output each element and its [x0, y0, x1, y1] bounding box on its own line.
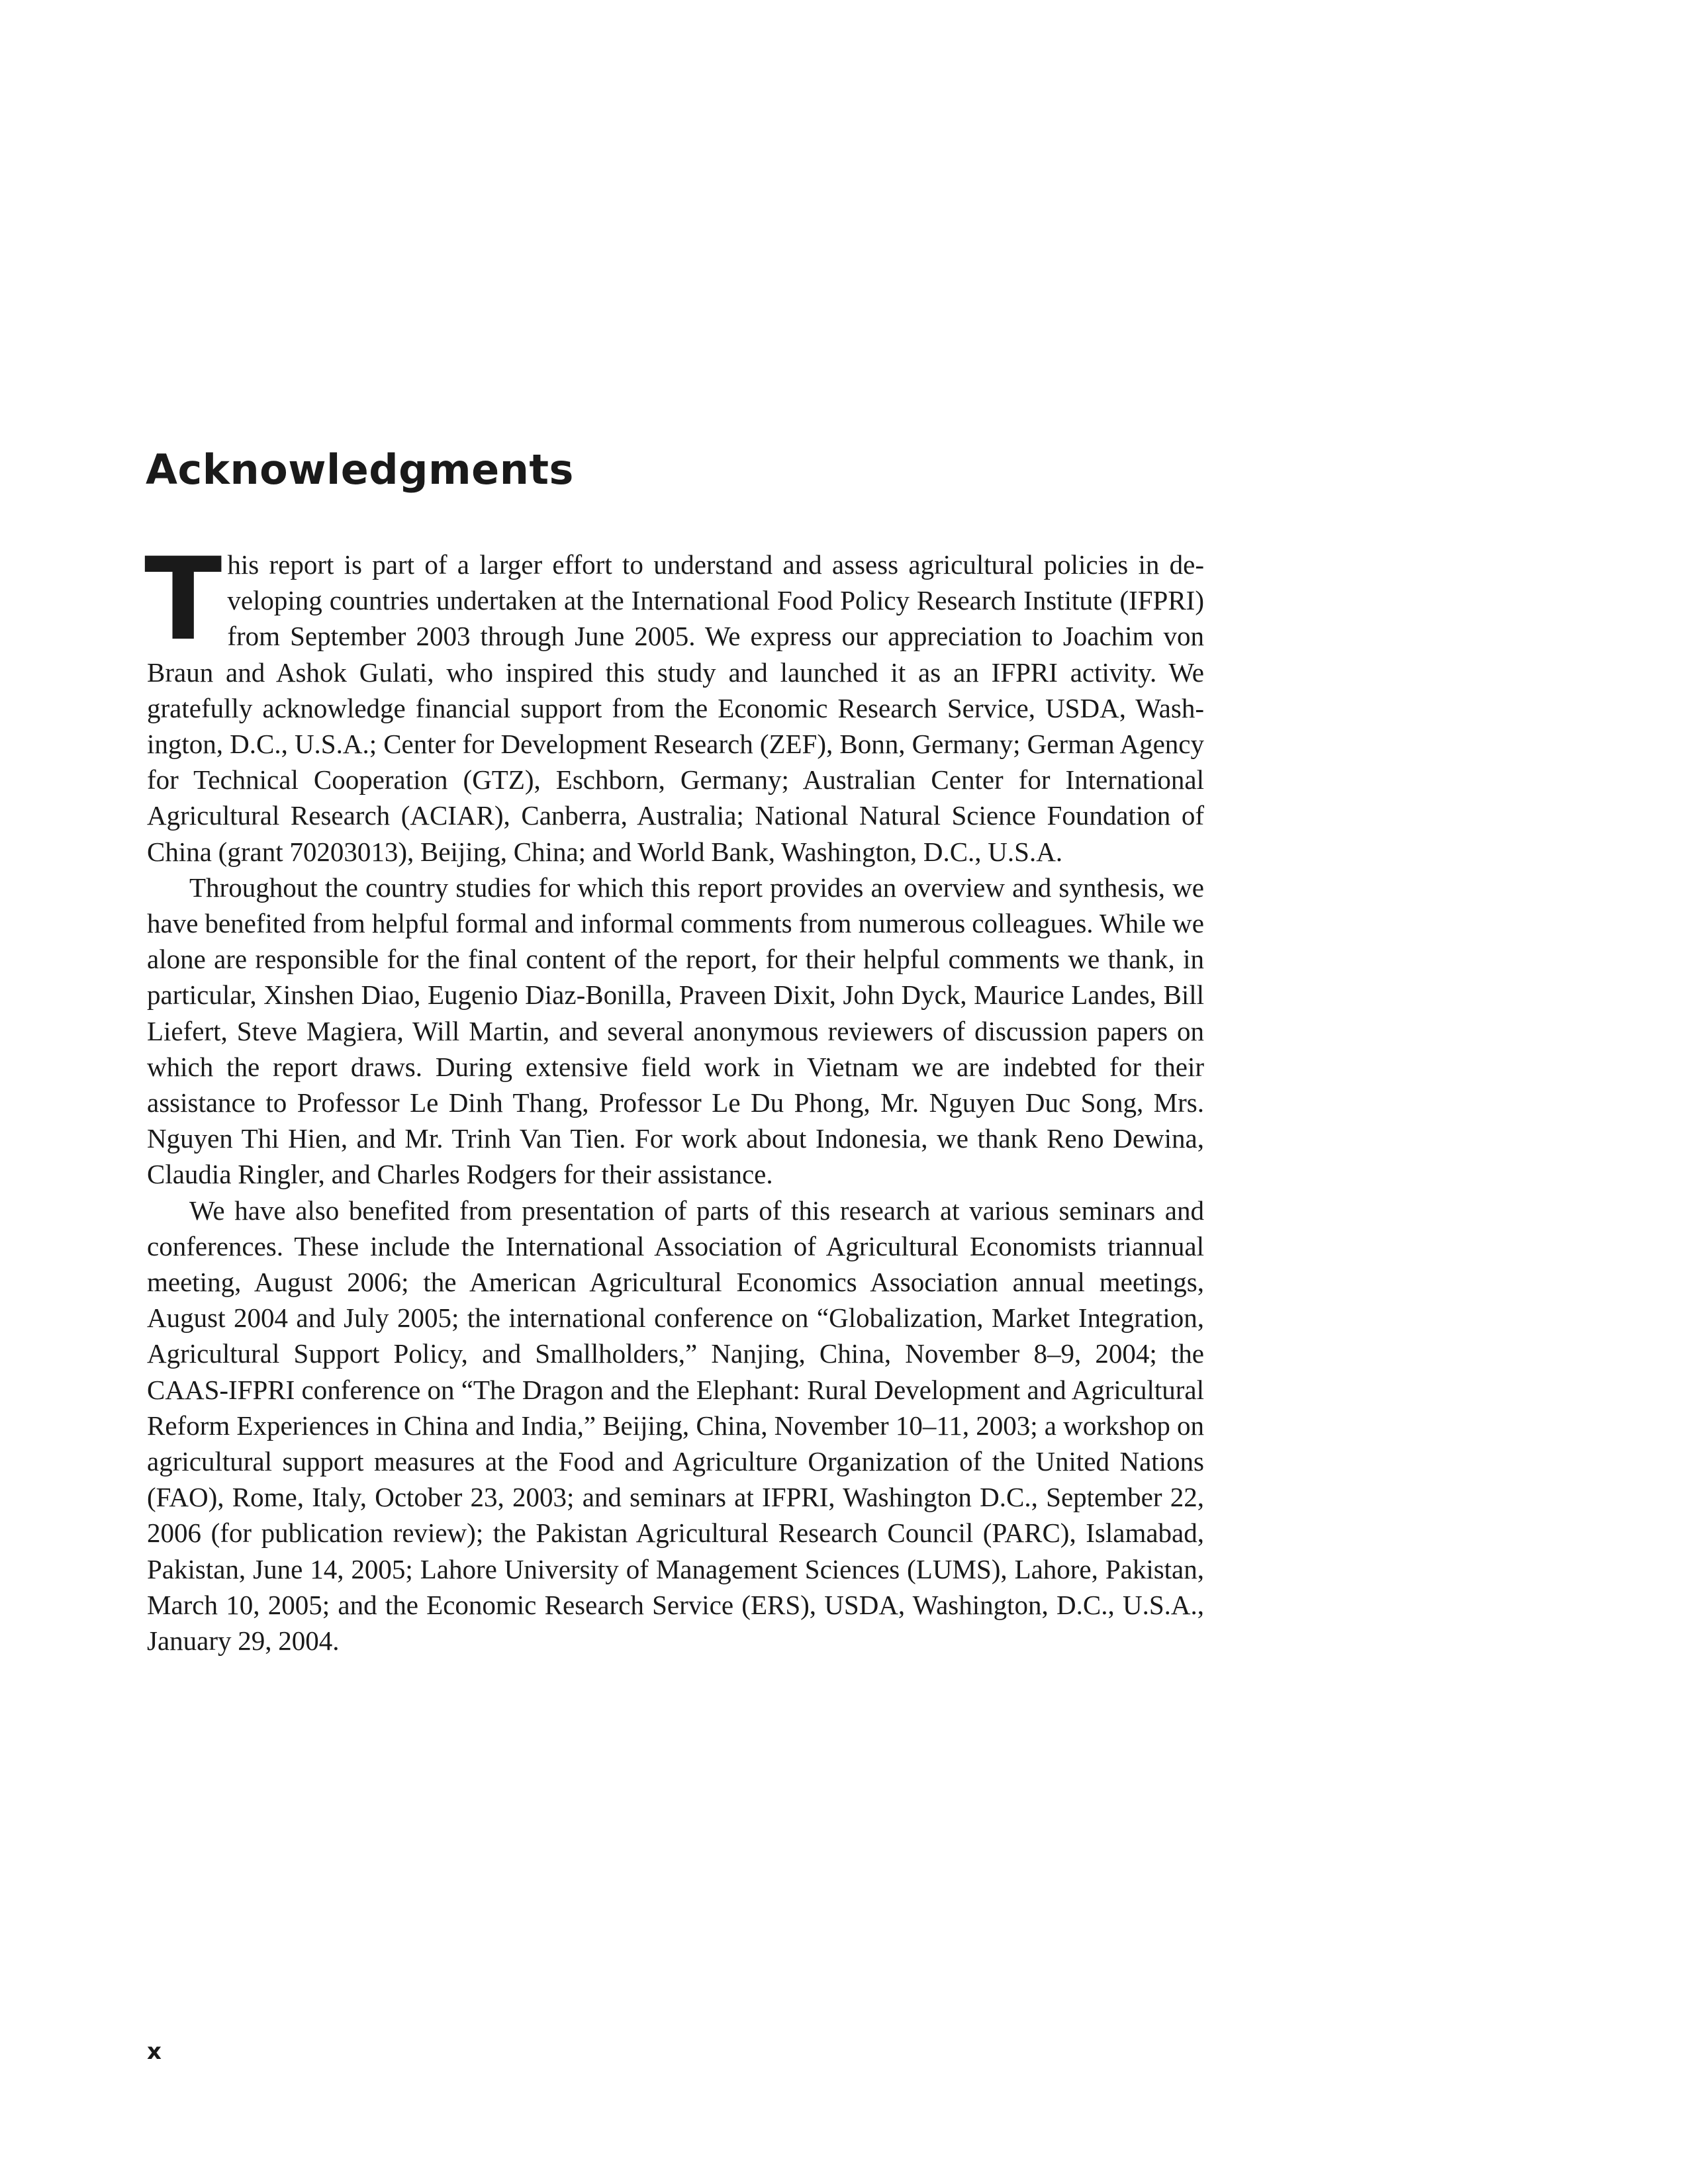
paragraph-colleagues: Throughout the country studies for which this report provides an overview and synthesis, we have benefited from helpful formal and informal comments from numerous colleagues. While we alone are responsible for the final content of the report, for their helpful comments we thank, in particular, Xinshen Diao, Eugenio Diaz-Bonilla, Praveen Dixit, John Dyck, Maurice Landes, Bill Liefert, Steve Magiera, Will Martin, and several anonymous reviewers of discussion papers on which the report draws. During extensive field work in Vietnam we are indebted for their assistance to Professor Le Dinh Thang, Professor Le Du Phong, Mr. Nguyen Duc Song, Mrs. Nguyen Thi Hien, and Mr. Trinh Van Tien. For work about Indonesia, we thank Reno Dewina, Claudia Ringler, and Charles Rodgers for their assistance. [147, 872, 1204, 1190]
acknowledgments-body [144, 533, 1204, 1659]
paragraph-presentations: We have also benefited from presentation of parts of this research at various seminars and conferences. These include the International Association of Agricultural Economists triannual meeting, August 2006; the American Agricultural Economics Association annual meetings, August 2004 and July 2005; the international conference on “Globalization, Market Integration, Agricultural Support Policy, and Smallholders,” Nanjing, China, November 8–9, 2004; the CAAS-IFPRI conference on “The Dragon and the Elephant: Rural Development and Agricultural Reform Experiences in China and India,” Beijing, China, November 10–11, 2003; a workshop on agricultural support measures at the Food and Agriculture Organization of the United Nations (FAO), Rome, Italy, October 23, 2003; and seminars at IFPRI, Washington D.C., September 22, 2006 (for publication review); the Pakistan Agricultural Research Council (PARC), Islamabad, Pakistan, June 14, 2005; Lahore University of Management Sciences (LUMS), Lahore, Pakistan, March 10, 2005; and the Economic Research Service (ERS), USDA, Washington, D.C., U.S.A., January 29, 2004. [147, 1195, 1204, 1657]
page-number: x [147, 2038, 162, 2065]
paragraph-funding [144, 533, 1204, 870]
page-title: Acknowledgments [146, 445, 574, 494]
paragraph-funding-text: his report is part of a larger effort to understand and assess agricultural policies in developing countries undertaken at the International Food Policy Research Institute (IFPRI) from September 2003 through June 2005. We express our appreciation to Joachim von Braun and Ashok Gulati, who inspired this study and launched it as an IFPRI activity. We gratefully acknowledge financial support from the Economic Research Service, USDA, Washington, D.C., U.S.A.; Center for Development Research (ZEF), Bonn, Germany; German Agency for Technical Cooperation (GTZ), Eschborn, Germany; Australian Center for International Agricultural Research (ACIAR), Canberra, Australia; National Natural Science Foundation of China (grant 70203013), Beijing, China; and World Bank, Washington, D.C., U.S.A. [147, 549, 1204, 867]
drop-cap: T [144, 533, 222, 666]
